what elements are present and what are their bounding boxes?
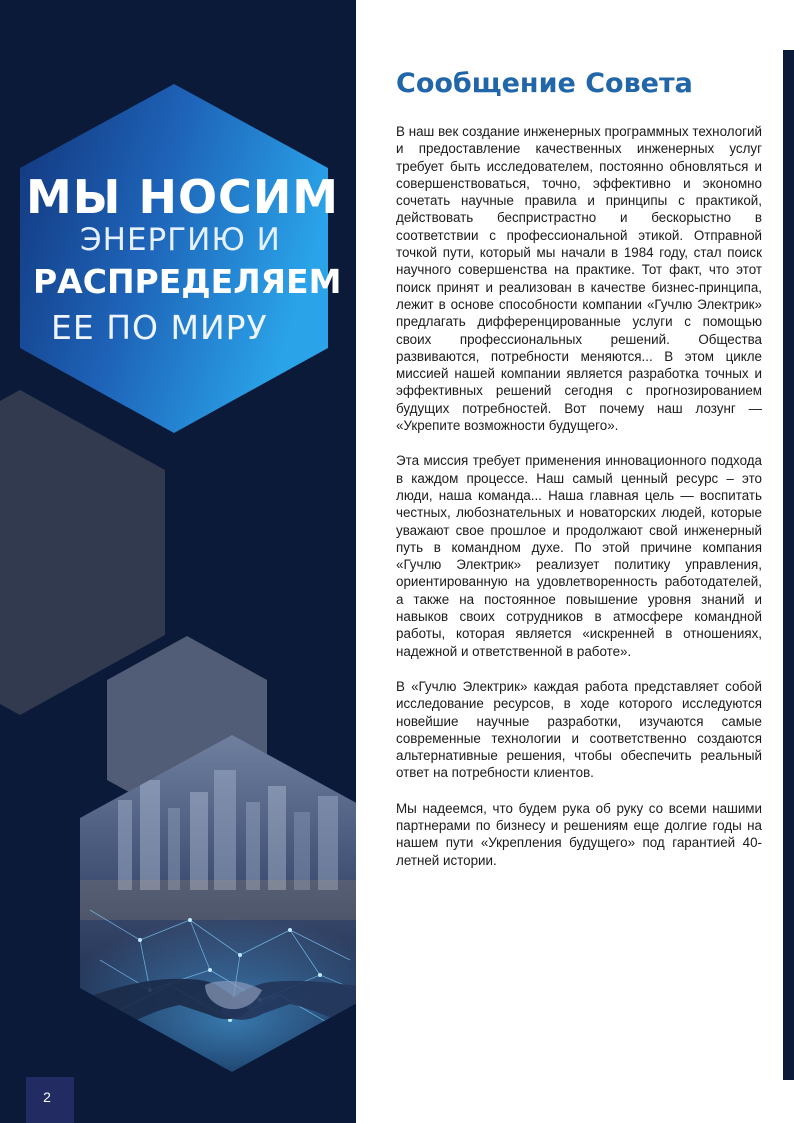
article-title: Сообщение Совета [396, 68, 693, 99]
hexagon-graphics [0, 0, 356, 1123]
paragraph: В «Гучлю Электрик» каждая работа представляет собой исследование ресурсов, в ходе которого исследуются новейшие научные разработки, изучаются самые современные технологии и соответственно создаются альтернативные решения, чтобы обеспечить реальный ответ на потребности клиентов. [396, 678, 762, 781]
slogan-line-2: ЭНЕРГИЮ И [80, 222, 281, 258]
article [396, 68, 762, 887]
blue-hexagon [20, 84, 328, 433]
right-edge-bar [783, 50, 794, 1080]
paragraph: Мы надеемся, что будем рука об руку со всеми нашими партнерами по бизнесу и решениям еще долгие годы на нашем пути «Укрепления будущего» под гарантией 40-летней истории. [396, 800, 762, 868]
slogan-line-1: МЫ НОСИМ [26, 170, 340, 224]
slogan-line-4: ЕЕ ПО МИРУ [51, 308, 268, 347]
page-number: 2 [43, 1089, 51, 1105]
slogan-line-3: РАСПРЕДЕЛЯЕМ [33, 262, 342, 301]
paragraph: В наш век создание инженерных программных технологий и предоставление качественных инженерных услуг требует быть исследователем, постоянно обновляться и совершенствоваться, точно, эффективно и экономно сочетать научные правила и принципы с практикой, действовать беспристрастно и бескорыстно в соответствии с профессиональной этикой. Отправной точкой пути, который мы начали в 1984 году, стал поиск научного совершенства на практике. Тот факт, что этот поиск принят и реализован в качестве бизнес-принципа, лежит в основе способности компании «Гучлю Электрик» предлагать дифференцированные услуги с помощью своих профессиональных решений. Общества развиваются, потребности меняются... В этом цикле миссией нашей компании является разработка точных и эффективных решений сегодня с прогнозированием будущих потребностей. Вот почему наш лозунг — «Укрепите возможности будущего». [396, 124, 762, 434]
paragraph: Эта миссия требует применения инновационного подхода в каждом процессе. Наш самый ценный ресурс – это люди, наша команда... Наша главная цель — воспитать честных, любознательных и новаторских людей, которые уважают свое прошлое и продолжают свой инженерный путь в командном духе. По этой причине компания «Гучлю Электрик» реализует политику управления, ориентированную на удовлетворенность работодателей, а также на постоянное повышение уровня знаний и навыков своих сотрудников в атмосфере командной работы, которая является «искренней в отношениях, надежной и ответственной в работе». [396, 453, 762, 659]
page-number-box [26, 1077, 74, 1123]
left-decorative-panel [0, 0, 356, 1123]
